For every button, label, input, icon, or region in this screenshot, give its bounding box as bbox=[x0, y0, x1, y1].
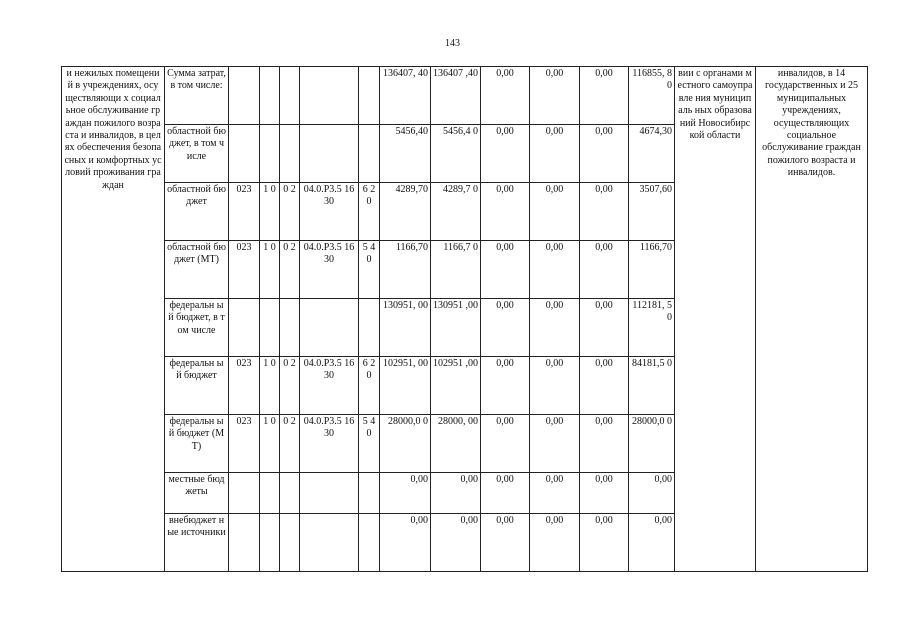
year5-amount-cell: 84181,5 0 bbox=[629, 357, 675, 415]
target-article-cell: 04.0.Р3.5 1630 bbox=[300, 415, 359, 473]
expected-result-cell: инвалидов, в 14 государственных и 25 муниципальных учреждениях, осуществляющих социальное обслуживание граждан пожилого возраста и инвалидов. bbox=[756, 67, 868, 572]
year4-amount-cell: 0,00 bbox=[580, 415, 629, 473]
subsection-code-cell bbox=[280, 299, 300, 357]
expense-type-cell: 6 2 0 bbox=[359, 357, 380, 415]
year1-amount-cell: 5456,4 0 bbox=[431, 125, 481, 183]
measure-description-cell: и нежилых помещений в учреждениях, осуществляющи х социальное обслуживание граждан пожилого возраста и инвалидов, в целях обеспечения безопасных и комфортных условий проживания граждан bbox=[62, 67, 165, 572]
section-code-cell: 1 0 bbox=[260, 357, 280, 415]
expense-type-cell bbox=[359, 299, 380, 357]
budget-table bbox=[61, 66, 868, 572]
year5-amount-cell: 0,00 bbox=[629, 473, 675, 514]
funding-source-cell: Сумма затрат, в том числе: bbox=[165, 67, 229, 125]
grbs-code-cell: 023 bbox=[229, 357, 260, 415]
expense-type-cell bbox=[359, 125, 380, 183]
section-code-cell: 1 0 bbox=[260, 415, 280, 473]
subsection-code-cell bbox=[280, 67, 300, 125]
expense-type-cell bbox=[359, 67, 380, 125]
expense-type-cell: 6 2 0 bbox=[359, 183, 380, 241]
subsection-code-cell bbox=[280, 514, 300, 572]
target-article-cell bbox=[300, 514, 359, 572]
subsection-code-cell: 0 2 bbox=[280, 183, 300, 241]
year3-amount-cell: 0,00 bbox=[530, 241, 580, 299]
year2-amount-cell: 0,00 bbox=[481, 299, 530, 357]
year3-amount-cell: 0,00 bbox=[530, 183, 580, 241]
year5-amount-cell: 4674,30 bbox=[629, 125, 675, 183]
year2-amount-cell: 0,00 bbox=[481, 67, 530, 125]
year1-amount-cell: 130951 ,00 bbox=[431, 299, 481, 357]
target-article-cell bbox=[300, 473, 359, 514]
expense-type-cell: 5 4 0 bbox=[359, 415, 380, 473]
year5-amount-cell: 112181, 50 bbox=[629, 299, 675, 357]
year4-amount-cell: 0,00 bbox=[580, 357, 629, 415]
year4-amount-cell: 0,00 bbox=[580, 67, 629, 125]
subsection-code-cell: 0 2 bbox=[280, 357, 300, 415]
year2-amount-cell: 0,00 bbox=[481, 514, 530, 572]
funding-source-cell: местные бюджеты bbox=[165, 473, 229, 514]
grbs-code-cell: 023 bbox=[229, 415, 260, 473]
year5-amount-cell: 0,00 bbox=[629, 514, 675, 572]
year4-amount-cell: 0,00 bbox=[580, 514, 629, 572]
expense-type-cell bbox=[359, 473, 380, 514]
section-code-cell bbox=[260, 473, 280, 514]
year3-amount-cell: 0,00 bbox=[530, 473, 580, 514]
grbs-code-cell bbox=[229, 473, 260, 514]
expense-type-cell: 5 4 0 bbox=[359, 241, 380, 299]
year3-amount-cell: 0,00 bbox=[530, 299, 580, 357]
year4-amount-cell: 0,00 bbox=[580, 183, 629, 241]
subsection-code-cell: 0 2 bbox=[280, 241, 300, 299]
section-code-cell: 1 0 bbox=[260, 241, 280, 299]
year1-amount-cell: 102951 ,00 bbox=[431, 357, 481, 415]
total-amount-cell: 1166,70 bbox=[380, 241, 431, 299]
funding-source-cell: областной бюджет (МТ) bbox=[165, 241, 229, 299]
year4-amount-cell: 0,00 bbox=[580, 299, 629, 357]
year3-amount-cell: 0,00 bbox=[530, 514, 580, 572]
year5-amount-cell: 1166,70 bbox=[629, 241, 675, 299]
year2-amount-cell: 0,00 bbox=[481, 125, 530, 183]
funding-source-cell: внебюджет ные источники bbox=[165, 514, 229, 572]
expense-type-cell bbox=[359, 514, 380, 572]
funding-source-cell: областной бюджет, в том числе bbox=[165, 125, 229, 183]
total-amount-cell: 0,00 bbox=[380, 473, 431, 514]
table-row bbox=[62, 67, 868, 125]
total-amount-cell: 136407, 40 bbox=[380, 67, 431, 125]
grbs-code-cell: 023 bbox=[229, 183, 260, 241]
section-code-cell: 1 0 bbox=[260, 183, 280, 241]
year2-amount-cell: 0,00 bbox=[481, 183, 530, 241]
year2-amount-cell: 0,00 bbox=[481, 357, 530, 415]
year5-amount-cell: 116855, 80 bbox=[629, 67, 675, 125]
grbs-code-cell: 023 bbox=[229, 241, 260, 299]
total-amount-cell: 0,00 bbox=[380, 514, 431, 572]
target-article-cell: 04.0.Р3.5 1630 bbox=[300, 357, 359, 415]
section-code-cell bbox=[260, 514, 280, 572]
year5-amount-cell: 3507,60 bbox=[629, 183, 675, 241]
subsection-code-cell bbox=[280, 473, 300, 514]
year4-amount-cell: 0,00 bbox=[580, 125, 629, 183]
year1-amount-cell: 4289,7 0 bbox=[431, 183, 481, 241]
section-code-cell bbox=[260, 67, 280, 125]
year2-amount-cell: 0,00 bbox=[481, 473, 530, 514]
year2-amount-cell: 0,00 bbox=[481, 415, 530, 473]
funding-source-cell: областной бюджет bbox=[165, 183, 229, 241]
section-code-cell bbox=[260, 125, 280, 183]
grbs-code-cell bbox=[229, 299, 260, 357]
grbs-code-cell bbox=[229, 125, 260, 183]
year1-amount-cell: 136407 ,40 bbox=[431, 67, 481, 125]
year3-amount-cell: 0,00 bbox=[530, 125, 580, 183]
total-amount-cell: 28000,0 0 bbox=[380, 415, 431, 473]
target-article-cell: 04.0.Р3.5 1630 bbox=[300, 183, 359, 241]
subsection-code-cell: 0 2 bbox=[280, 415, 300, 473]
year1-amount-cell: 0,00 bbox=[431, 514, 481, 572]
year1-amount-cell: 28000, 00 bbox=[431, 415, 481, 473]
year1-amount-cell: 1166,7 0 bbox=[431, 241, 481, 299]
funding-source-cell: федеральн ый бюджет bbox=[165, 357, 229, 415]
target-article-cell bbox=[300, 67, 359, 125]
grbs-code-cell bbox=[229, 67, 260, 125]
year3-amount-cell: 0,00 bbox=[530, 357, 580, 415]
year3-amount-cell: 0,00 bbox=[530, 67, 580, 125]
total-amount-cell: 4289,70 bbox=[380, 183, 431, 241]
year2-amount-cell: 0,00 bbox=[481, 241, 530, 299]
total-amount-cell: 130951, 00 bbox=[380, 299, 431, 357]
year5-amount-cell: 28000,0 0 bbox=[629, 415, 675, 473]
executor-cell: вии с органами местного самоуправле ния муниципаль ных образований Новосибирс кой области bbox=[675, 67, 756, 572]
year4-amount-cell: 0,00 bbox=[580, 473, 629, 514]
total-amount-cell: 102951, 00 bbox=[380, 357, 431, 415]
funding-source-cell: федеральн ый бюджет, в том числе bbox=[165, 299, 229, 357]
page-number: 143 bbox=[445, 38, 460, 49]
subsection-code-cell bbox=[280, 125, 300, 183]
funding-source-cell: федеральн ый бюджет (МТ) bbox=[165, 415, 229, 473]
year4-amount-cell: 0,00 bbox=[580, 241, 629, 299]
target-article-cell bbox=[300, 125, 359, 183]
total-amount-cell: 5456,40 bbox=[380, 125, 431, 183]
target-article-cell bbox=[300, 299, 359, 357]
section-code-cell bbox=[260, 299, 280, 357]
target-article-cell: 04.0.Р3.5 1630 bbox=[300, 241, 359, 299]
grbs-code-cell bbox=[229, 514, 260, 572]
year1-amount-cell: 0,00 bbox=[431, 473, 481, 514]
year3-amount-cell: 0,00 bbox=[530, 415, 580, 473]
